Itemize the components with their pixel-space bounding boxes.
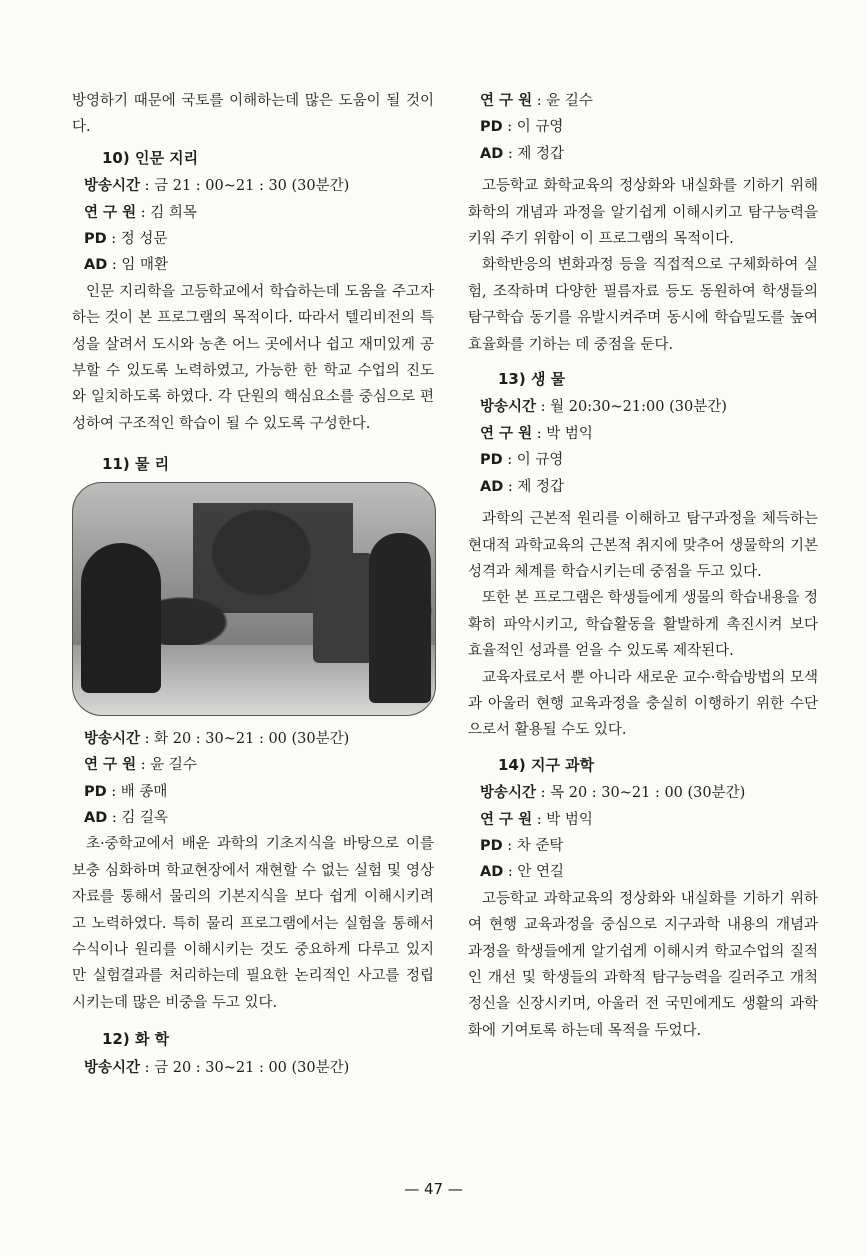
producer: PD : 정 성문 — [84, 231, 168, 248]
assistant-director: AD : 제 정갑 — [480, 478, 564, 495]
producer: PD : 이 규영 — [480, 452, 564, 469]
broadcast-time: 방송시간 : 금 20 : 30~21 : 00 (30분간) — [84, 1059, 350, 1076]
section-heading-biology: 13) 생 물 — [498, 370, 566, 389]
section-body: 교육자료로서 뿐 아니라 새로운 교수·학습방법의 모색과 아울러 현행 교육과정을 충실히 이행하기 위한 수단으로서 활용될 수도 있다. — [468, 669, 818, 739]
researcher: 연 구 원 : 윤 길수 — [480, 93, 593, 109]
section-body: 고등학교 화학교육의 정상화와 내실화를 기하기 위해 화학의 개념과 과정을 알기쉽게 이해시키고 탐구능력을 키워 주기 위함이 이 프로그램의 목적이다. — [468, 178, 818, 248]
assistant-director: AD : 김 길옥 — [84, 809, 168, 826]
section-body: 고등학교 과학교육의 정상화와 내실화를 기하기 위하여 현행 교육과정을 중심으로 지구과학 내용의 개념과 과정을 학생들에게 알기쉽게 이해시켜 학교수업의 질적인 개선 및 학생들의 과학적 탐구능력을 길러주고 개척정신을 신장시키며, 아울러 전 국민에게도 생활의 과학화에 기여토록 하는데 목적을 두었다. — [468, 890, 818, 1039]
researcher: 연 구 원 : 박 범익 — [480, 811, 593, 828]
left-column — [72, 88, 434, 1081]
photo-camera-operator-left — [81, 543, 161, 693]
photo-camera-operator-right — [369, 533, 431, 703]
assistant-director: AD : 임 매환 — [84, 257, 168, 274]
photo-tv-camera — [313, 553, 373, 663]
broadcast-time: 방송시간 : 월 20:30~21:00 (30분간) — [480, 399, 727, 416]
studio-photo — [72, 482, 436, 716]
section-heading-physics: 11) 물 리 — [102, 455, 170, 474]
section-heading-humanities-geography: 10) 인문 지리 — [102, 148, 199, 167]
producer: PD : 배 종매 — [84, 783, 168, 800]
researcher: 연 구 원 : 박 범익 — [480, 425, 593, 442]
section-body: 과학의 근본적 원리를 이해하고 탐구과정을 체득하는 현대적 과학교육의 근본적 취지에 맞추어 생물학의 기본성격과 체계를 학습시키는데 중점을 두고 있다. — [468, 511, 818, 580]
intro-paragraph: 방영하기 때문에 국토를 이해하는데 많은 도움이 될 것이다. — [72, 93, 434, 136]
researcher: 연 구 원 : 윤 길수 — [84, 757, 197, 774]
broadcast-time: 방송시간 : 목 20 : 30~21 : 00 (30분간) — [480, 785, 746, 802]
assistant-director: AD : 제 정갑 — [480, 145, 564, 162]
section-body: 화학반응의 변화과정 등을 직접적으로 구체화하여 실험, 조작하며 다양한 필름자료 등도 동원하여 학생들의 탐구학습 동기를 유발시켜주며 동시에 학습밀도를 높여 효율화를 기하는 데 중점을 둔다. — [468, 257, 818, 353]
broadcast-time: 방송시간 : 금 21 : 00~21 : 30 (30분간) — [84, 178, 350, 195]
section-body: 또한 본 프로그램은 학생들에게 생물의 학습내용을 정확히 파악시키고, 학습활동을 활발하게 촉진시켜 보다 효율적인 성과를 얻을 수 있도록 제작된다. — [468, 590, 818, 660]
producer: PD : 차 준탁 — [480, 837, 564, 854]
researcher: 연 구 원 : 김 희목 — [84, 204, 197, 221]
page-number: — 47 — — [404, 1180, 463, 1198]
producer: PD : 이 규영 — [480, 119, 564, 136]
broadcast-time: 방송시간 : 화 20 : 30~21 : 00 (30분간) — [84, 730, 350, 747]
right-column — [468, 88, 818, 1044]
section-heading-earth-science: 14) 지구 과학 — [498, 755, 595, 774]
section-heading-chemistry: 12) 화 학 — [102, 1030, 170, 1049]
section-body: 인문 지리학을 고등학교에서 학습하는데 도움을 주고자 하는 것이 본 프로그램의 목적이다. 따라서 텔리비전의 특성을 살려서 도시와 농촌 어느 곳에서나 쉽고 재미있게 공부할 수 있도록 노력하였고, 가능한 한 학교 수업의 진도와 일치하도록 하였다. 각 단원의 핵심요소를 중심으로 편성하여 구조적인 학습이 될 수 있도록 구성한다. — [72, 283, 434, 432]
section-body: 초·중학교에서 배운 과학의 기초지식을 바탕으로 이를 보충 심화하며 학교현장에서 재현할 수 없는 실험 및 영상자료를 통해서 물리의 기본지식을 보다 쉽게 이해시키려고 노력하였다. 특히 물리 프로그램에서는 실험을 통해서 수식이나 원리를 이해시키는 것도 중요하게 다루고 있지만 실험결과를 처리하는데 필요한 논리적인 사고를 정립시키는데 많은 비중을 두고 있다. — [72, 836, 434, 1011]
assistant-director: AD : 안 연길 — [480, 864, 564, 881]
